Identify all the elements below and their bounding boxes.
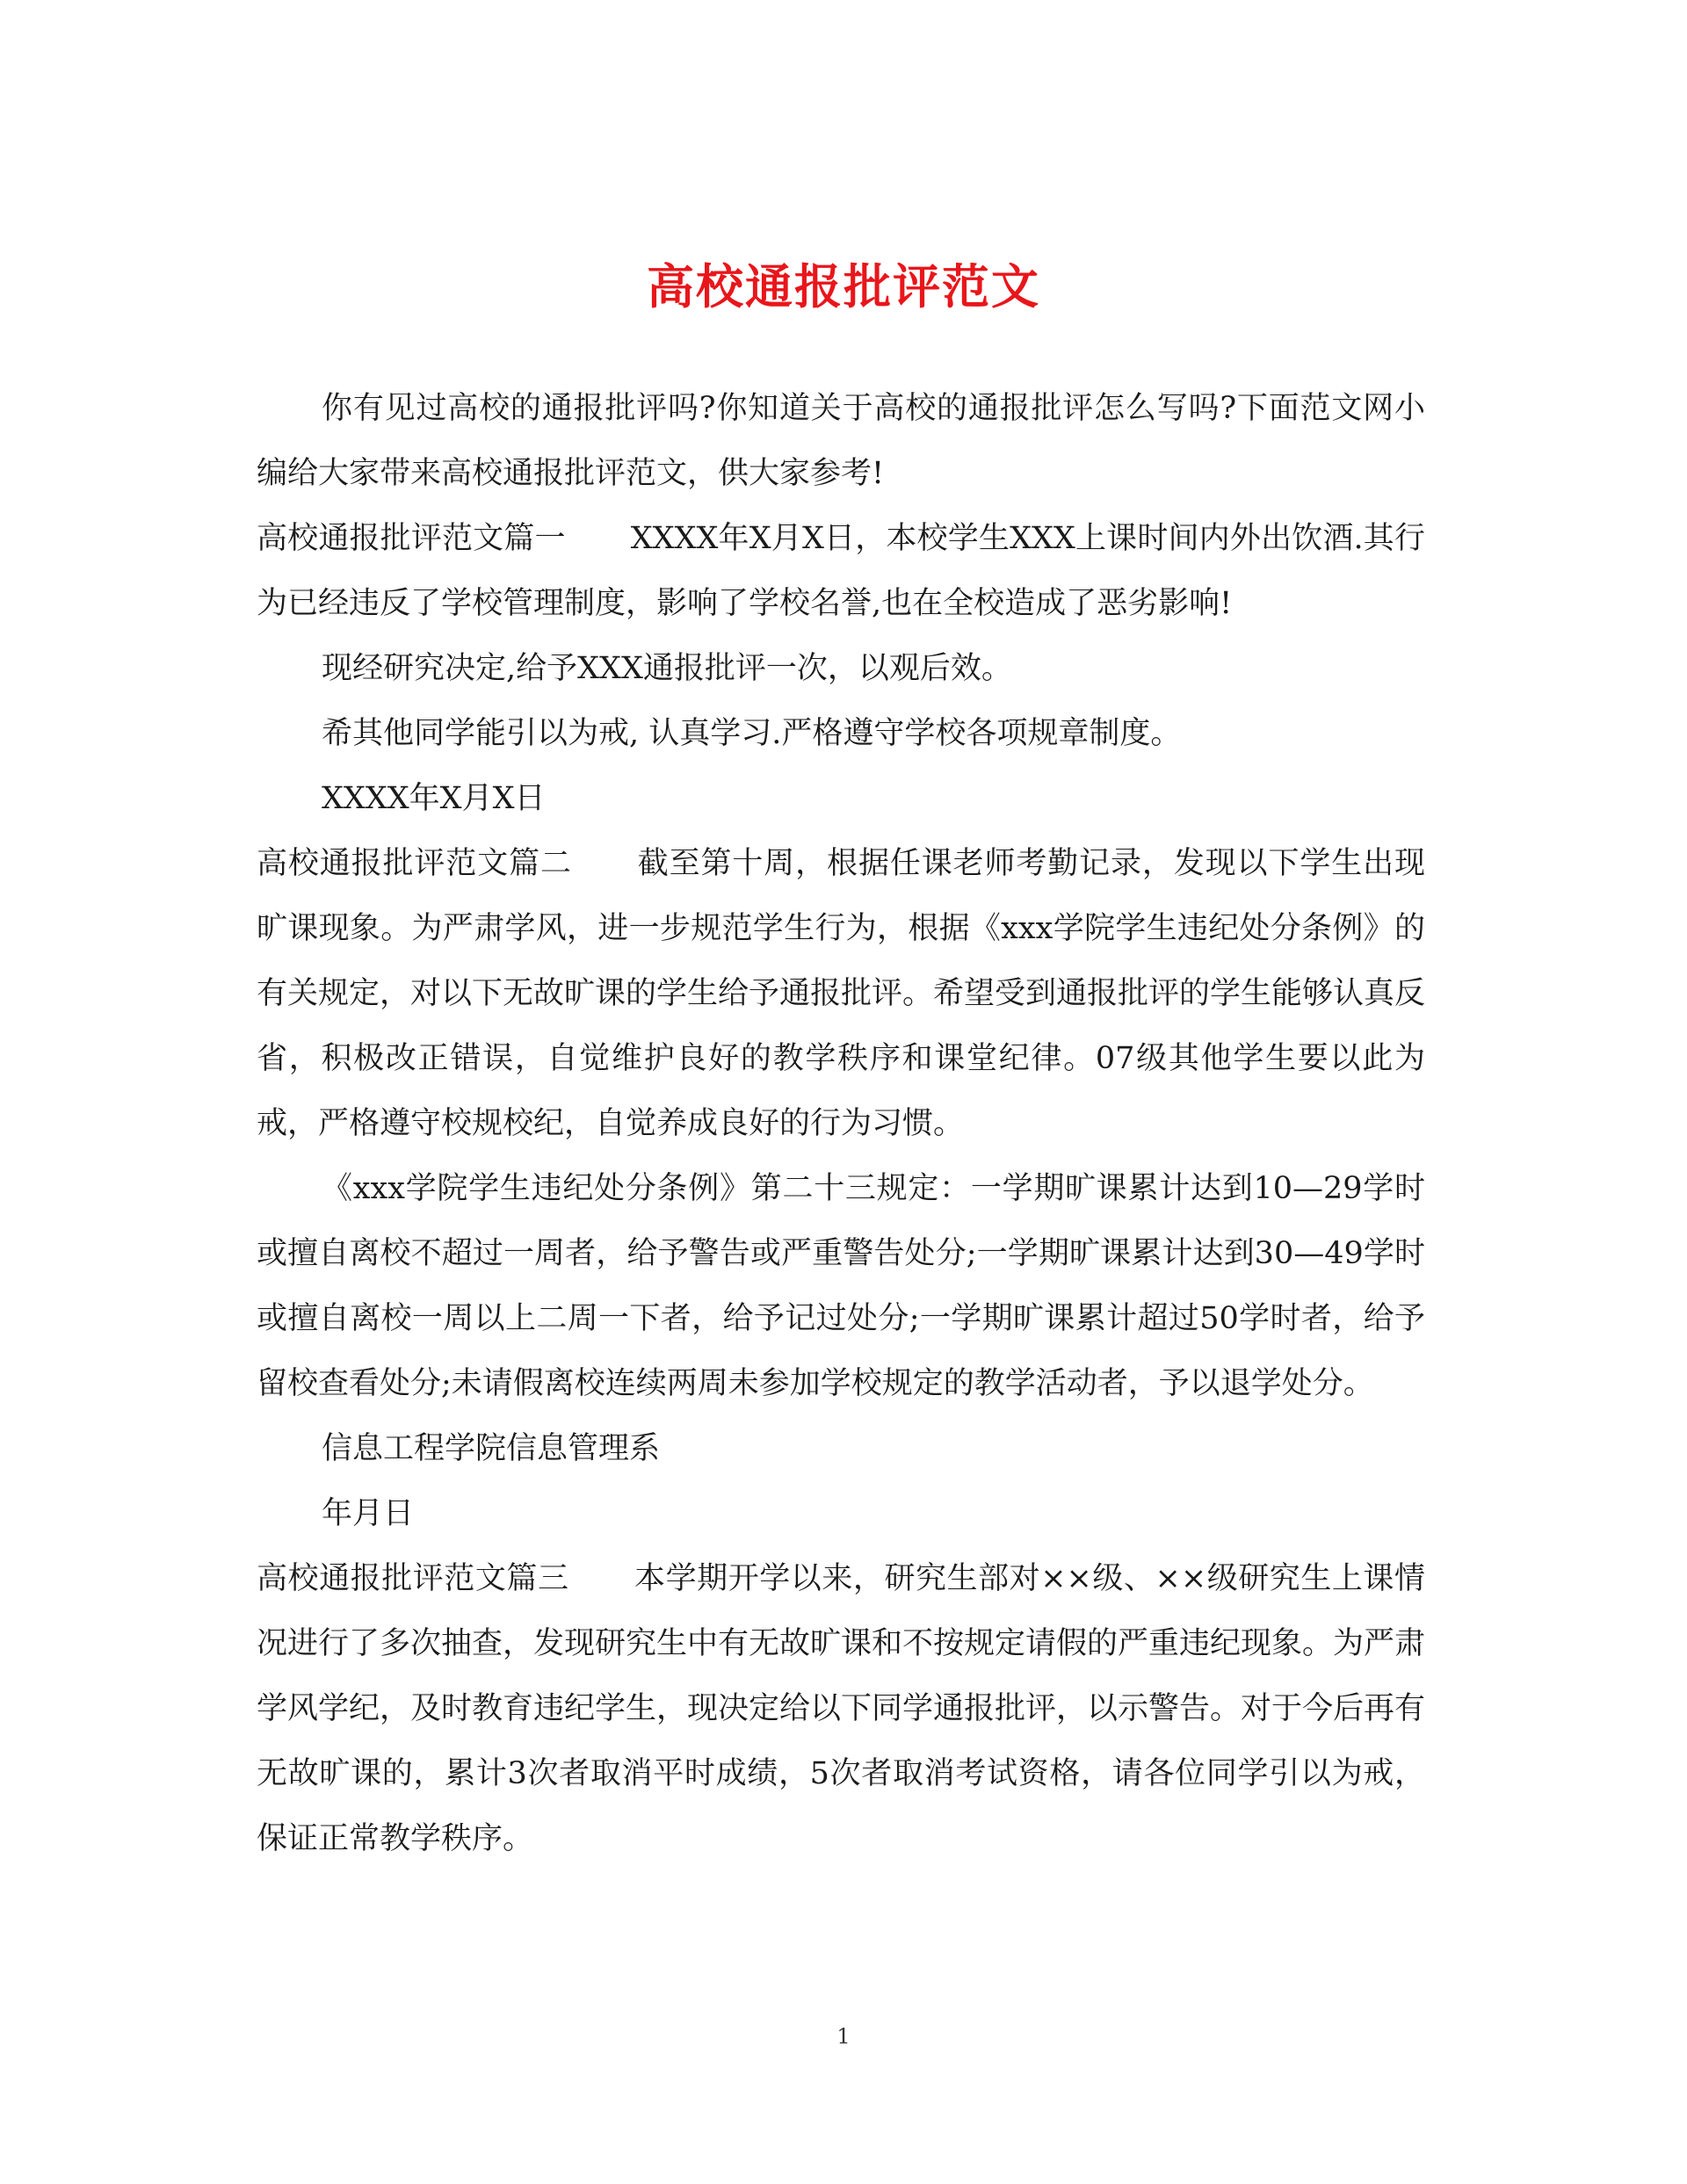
section1-body: XXXX年X月X日，本校学生XXX上课时间内外出饮酒.其行为已经违反了学校管理制度，影响了学校名誉,也在全校造成了恶劣影响! [257,521,1425,621]
section2-heading: 高校通报批评范文篇二 [257,846,572,881]
section1-decision: 现经研究决定,给予XXX通报批评一次，以观后效。 [322,651,1012,686]
section1-heading: 高校通报批评范文篇一 [257,521,566,556]
section3-paragraph [257,1546,1425,1871]
document-title: 高校通报批评范文 [647,258,1040,315]
page-number: 1 [836,2024,851,2049]
section1-hope: 希其他同学能引以为戒, 认真学习.严格遵守学校各项规章制度。 [322,716,1182,751]
section2-regulation: 《xxx学院学生违纪处分条例》第二十三规定：一学期旷课累计达到10—29学时或擅自离校不超过一周者，给予警告或严重警告处分;一学期旷课累计达到30—49学时或擅自离校一周以上二周一下者，给予记过处分;一学期旷课累计超过50学时者，给予留校查看处分;未请假离校连续两周未参加学校规定的教学活动者，予以退学处分。 [257,1171,1425,1401]
intro-paragraph: 你有见过高校的通报批评吗?你知道关于高校的通报批评怎么写吗?下面范文网小编给大家带来高校通报批评范文，供大家参考! [257,391,1425,491]
section3-body: 本学期开学以来，研究生部对××级、××级研究生上课情况进行了多次抽查，发现研究生中有无故旷课和不按规定请假的严重违纪现象。为严肃学风学纪，及时教育违纪学生，现决定给以下同学通报批评，以示警告。对于今后再有无故旷课的，累计3次者取消平时成绩，5次者取消考试资格，请各位同学引以为戒，保证正常教学秩序。 [257,1561,1426,1856]
section1-paragraph [257,506,1425,636]
section2-paragraph [257,831,1425,1156]
section2-body: 截至第十周，根据任课老师考勤记录，发现以下学生出现旷课现象。为严肃学风，进一步规范学生行为，根据《xxx学院学生违纪处分条例》的有关规定，对以下无故旷课的学生给予通报批评。希望受到通报批评的学生能够认真反省，积极改正错误，自觉维护良好的教学秩序和课堂纪律。07级其他学生要以此为戒，严格遵守校规校纪，自觉养成良好的行为习惯。 [257,846,1426,1141]
section2-date: 年月日 [322,1496,415,1531]
document-body [257,376,1425,1871]
section1-date: XXXX年X月X日 [322,781,546,816]
section3-heading: 高校通报批评范文篇三 [257,1561,569,1596]
section2-signature: 信息工程学院信息管理系 [322,1431,661,1466]
